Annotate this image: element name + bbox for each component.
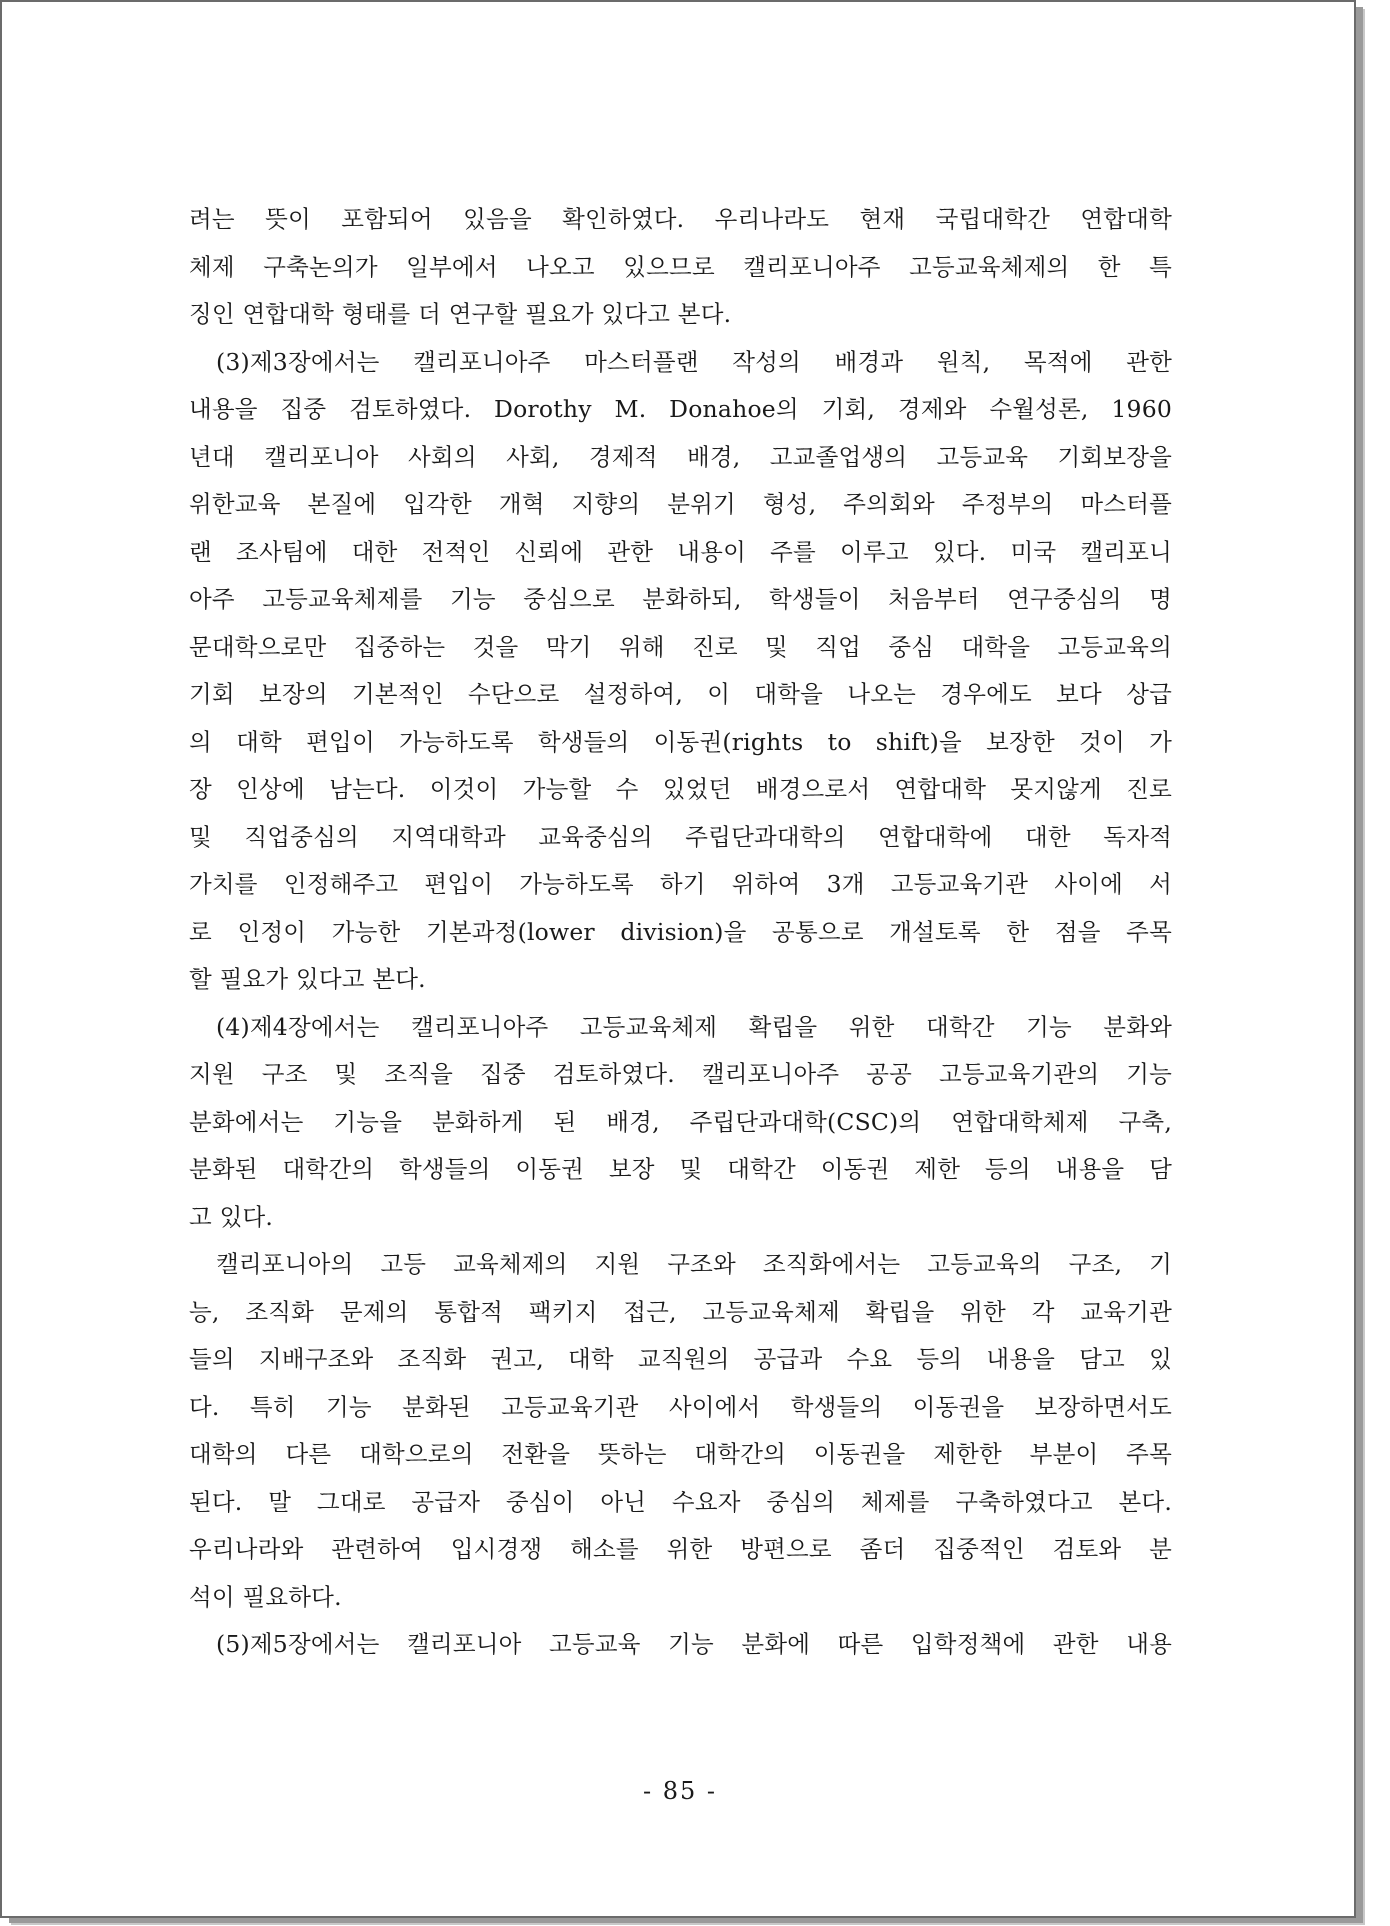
text-line: 랜 조사팀에 대한 전적인 신뢰에 관한 내용이 주를 이루고 있다. 미국 캘리포니 xyxy=(189,537,1172,566)
text-line: 분화에서는 기능을 분화하게 된 배경, 주립단과대학(CSC)의 연합대학체제 구축, xyxy=(189,1107,1172,1136)
text-line: (4)제4장에서는 캘리포니아주 고등교육체제 확립을 위한 대학간 기능 분화와 xyxy=(216,1012,1172,1041)
text-line: 문대학으로만 집중하는 것을 막기 위해 진로 및 직업 중심 대학을 고등교육의 xyxy=(189,632,1172,661)
page-number: - 85 - xyxy=(642,1777,717,1805)
text-line: 캘리포니아의 고등 교육체제의 지원 구조와 조직화에서는 고등교육의 구조, 기 xyxy=(216,1250,1172,1278)
text-line: 지원 구조 및 조직을 집중 검토하였다. 캘리포니아주 공공 고등교육기관의 기능 xyxy=(189,1060,1172,1088)
text-line: 우리나라와 관련하여 입시경쟁 해소를 위한 방편으로 좀더 집중적인 검토와 분 xyxy=(189,1535,1172,1563)
body-text xyxy=(189,196,1172,1669)
text-line: 가치를 인정해주고 편입이 가능하도록 하기 위하여 3개 고등교육기관 사이에 서 xyxy=(189,870,1172,898)
text-line: 려는 뜻이 포함되어 있음을 확인하였다. 우리나라도 현재 국립대학간 연합대학 xyxy=(189,205,1172,233)
text-line: 된다. 말 그대로 공급자 중심이 아닌 수요자 중심의 체제를 구축하였다고 본다. xyxy=(189,1487,1172,1516)
text-line: 로 인정이 가능한 기본과정(lower division)을 공통으로 개설토록 한 점을 주목 xyxy=(189,917,1172,946)
text-line: 년대 캘리포니아 사회의 사회, 경제적 배경, 고교졸업생의 고등교육 기회보장을 xyxy=(189,442,1172,471)
text-line: 석이 필요하다. xyxy=(189,1582,342,1611)
text-line: 고 있다. xyxy=(189,1202,274,1231)
text-line: 체제 구축논의가 일부에서 나오고 있으므로 캘리포니아주 고등교육체제의 한 특 xyxy=(189,252,1172,281)
text-line: 할 필요가 있다고 본다. xyxy=(189,965,426,993)
text-line: 장 인상에 남는다. 이것이 가능할 수 있었던 배경으로서 연합대학 못지않게 진로 xyxy=(189,775,1172,803)
text-line: 능, 조직화 문제의 통합적 팩키지 접근, 고등교육체제 확립을 위한 각 교육기관 xyxy=(189,1297,1172,1326)
text-line: 징인 연합대학 형태를 더 연구할 필요가 있다고 본다. xyxy=(189,300,732,328)
text-line: 분화된 대학간의 학생들의 이동권 보장 및 대학간 이동권 제한 등의 내용을 담 xyxy=(189,1155,1172,1183)
text-line: 아주 고등교육체제를 기능 중심으로 분화하되, 학생들이 처음부터 연구중심의 명 xyxy=(189,585,1172,613)
text-line: 의 대학 편입이 가능하도록 학생들의 이동권(rights to shift)을 보장한 것이 가 xyxy=(189,727,1172,756)
text-line: 대학의 다른 대학으로의 전환을 뜻하는 대학간의 이동권을 제한한 부분이 주목 xyxy=(189,1440,1172,1468)
text-line: (5)제5장에서는 캘리포니아 고등교육 기능 분화에 따른 입학정책에 관한 내용 xyxy=(216,1630,1172,1658)
text-line: 기회 보장의 기본적인 수단으로 설정하여, 이 대학을 나오는 경우에도 보다 상급 xyxy=(189,680,1172,708)
text-line: 위한교육 본질에 입각한 개혁 지향의 분위기 형성, 주의회와 주정부의 마스터플 xyxy=(189,490,1172,518)
text-line: (3)제3장에서는 캘리포니아주 마스터플랜 작성의 배경과 원칙, 목적에 관한 xyxy=(216,347,1172,376)
text-line: 들의 지배구조와 조직화 권고, 대학 교직원의 공급과 수요 등의 내용을 담고 있 xyxy=(189,1345,1172,1373)
text-line: 내용을 집중 검토하였다. Dorothy M. Donahoe의 기회, 경제와 수월성론, 1960 xyxy=(189,395,1172,423)
text-line: 및 직업중심의 지역대학과 교육중심의 주립단과대학의 연합대학에 대한 독자적 xyxy=(189,822,1172,851)
text-line: 다. 특히 기능 분화된 고등교육기관 사이에서 학생들의 이동권을 보장하면서도 xyxy=(189,1392,1172,1421)
